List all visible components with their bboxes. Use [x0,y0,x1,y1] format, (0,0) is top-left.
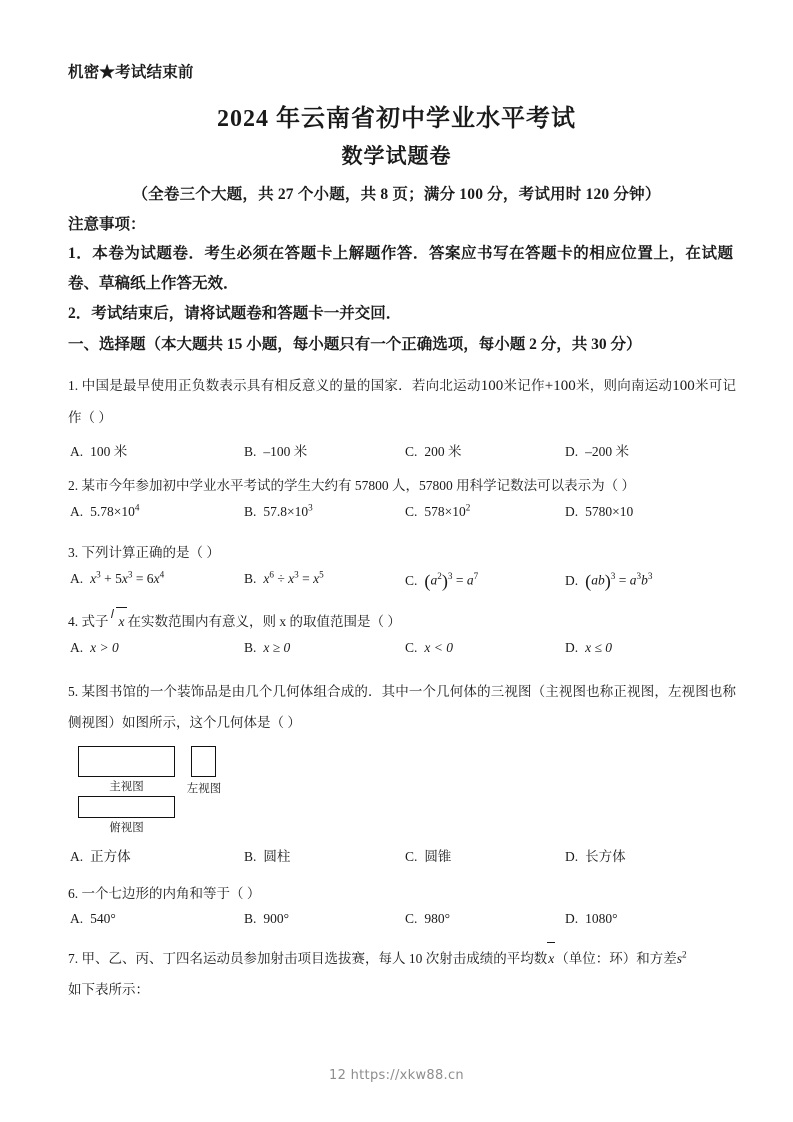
question-5-stem: 5. 某图书馆的一个装饰品是由几个几何体组合成的．其中一个几何体的三视图（主视图也称正视图，左视图也称侧视图）如图所示，这个几何体是（ ） [68,684,737,730]
question-6-number: 6. [68,886,79,901]
question-2-options [68,504,736,530]
notice-heading: 注意事项： [68,216,146,233]
option-3-a[interactable]: A. $x^3 + 5x^3 = 6x^4$ [70,569,165,586]
option-5-c[interactable]: C. 圆锥 [405,849,452,864]
question-3-stem: 3. 下列计算正确的是（ ） [68,545,220,560]
side-view-label: 左视图 [186,783,222,795]
question-5 [68,676,736,738]
page-footer-watermark: 12 https://xkw88.cn [329,1068,464,1083]
option-4-c[interactable]: C. x < 0 [405,640,453,655]
section-heading-choice: 一、选择题（本大题共 15 小题，每小题只有一个正确选项，每小题 2 分，共 30 分） [68,336,642,353]
page-title: 2024 年云南省初中学业水平考试 [217,106,576,132]
option-4-a[interactable]: A. x > 0 [70,640,119,655]
option-3-b[interactable]: B. $x^6 \div x^3 = x^5$ [244,569,324,586]
option-6-a[interactable]: A. 540° [70,911,116,926]
question-4-number: 4. [68,614,79,629]
option-1-a[interactable]: A. 100 米 [70,444,128,459]
sqrt-icon: x [110,606,127,637]
option-1-c[interactable]: C. 200 米 [405,444,462,459]
option-5-a[interactable]: A. 正方体 [70,849,131,864]
question-6-options [68,911,736,937]
question-6 [68,878,736,909]
front-view-label: 主视图 [109,781,144,793]
top-view-label: 俯视图 [109,822,144,834]
question-1-stem: 1. 中国是最早使用正负数表示具有相反意义的量的国家．若向北运动100米记作+100米，则向南运动100米可记作（ ） [68,378,737,425]
notice-item-2: 2．考试结束后，请将试题卷和答题卡一并交回． [68,305,402,322]
option-6-c[interactable]: C. 980° [405,911,451,926]
question-3 [68,537,736,568]
question-7 [68,943,736,1005]
option-6-d[interactable]: D. 1080° [565,911,618,926]
option-2-b[interactable]: B. $57.8\times 10^3$ [244,502,313,519]
question-7-stem: 7. 甲、乙、丙、丁四名运动员参加射击项目选拔赛，每人 10 次射击成绩的平均数x（单位：环）和方差$s^2$ [68,943,736,974]
option-1-d[interactable]: D. –200 米 [565,444,629,459]
question-2 [68,470,736,501]
option-2-d[interactable]: D. 5780×10 [565,504,634,519]
option-5-d[interactable]: D. 长方体 [565,849,626,864]
question-5-number: 5. [68,684,79,699]
three-view-figure [68,742,368,842]
option-2-c[interactable]: C. $578\times 10^2$ [405,502,471,519]
exam-meta: （全卷三个大题，共 27 个小题，共 8 页；满分 100 分，考试用时 120 分钟） [132,186,661,203]
top-view-box [78,796,175,818]
option-4-d[interactable]: D. x ≤ 0 [565,640,613,655]
question-5-options [68,845,736,871]
option-4-b[interactable]: B. x ≥ 0 [244,640,291,655]
question-7-number: 7. [68,951,79,966]
subject-title: 数学试题卷 [341,144,452,168]
question-6-stem: 6. 一个七边形的内角和等于（ ） [68,886,261,901]
notice-list [68,239,733,329]
secret-notice: 机密★考试结束前 [68,64,194,81]
side-view-box [191,746,216,777]
question-3-number: 3. [68,545,79,560]
question-4-stem: 4. 式子 x 在实数范围内有意义，则 x 的取值范围是（ ） [68,606,736,637]
question-7-stem-line2: 如下表所示： [68,982,149,997]
question-3-options [68,571,736,597]
notice-item-1: 1．本卷为试题卷．考生必须在答题卡上解题作答．答案应书写在答题卡的相应位置上，在试题卷、草稿纸上作答无效． [68,245,733,292]
option-2-a[interactable]: A. $5.78\times 10^4$ [70,502,140,519]
question-4-options [68,640,736,666]
question-2-stem: 2. 某市今年参加初中学业水平考试的学生大约有 57800 人，57800 用科学记数法可以表示为（ ） [68,478,635,493]
option-5-b[interactable]: B. 圆柱 [244,849,291,864]
option-1-b[interactable]: B. –100 米 [244,444,308,459]
question-4 [68,606,736,637]
mean-symbol: x [547,943,555,974]
question-1 [68,370,736,433]
variance-symbol: s [676,951,683,966]
option-6-b[interactable]: B. 900° [244,911,290,926]
front-view-box [78,746,175,777]
question-1-options [68,440,736,466]
question-1-number: 1. [68,378,79,393]
option-3-d[interactable]: D. $(ab)^3 = a^3b^3$ [565,571,653,591]
option-3-c[interactable]: C. $(a^2)^3 = a^7$ [405,571,479,591]
question-2-number: 2. [68,478,79,493]
